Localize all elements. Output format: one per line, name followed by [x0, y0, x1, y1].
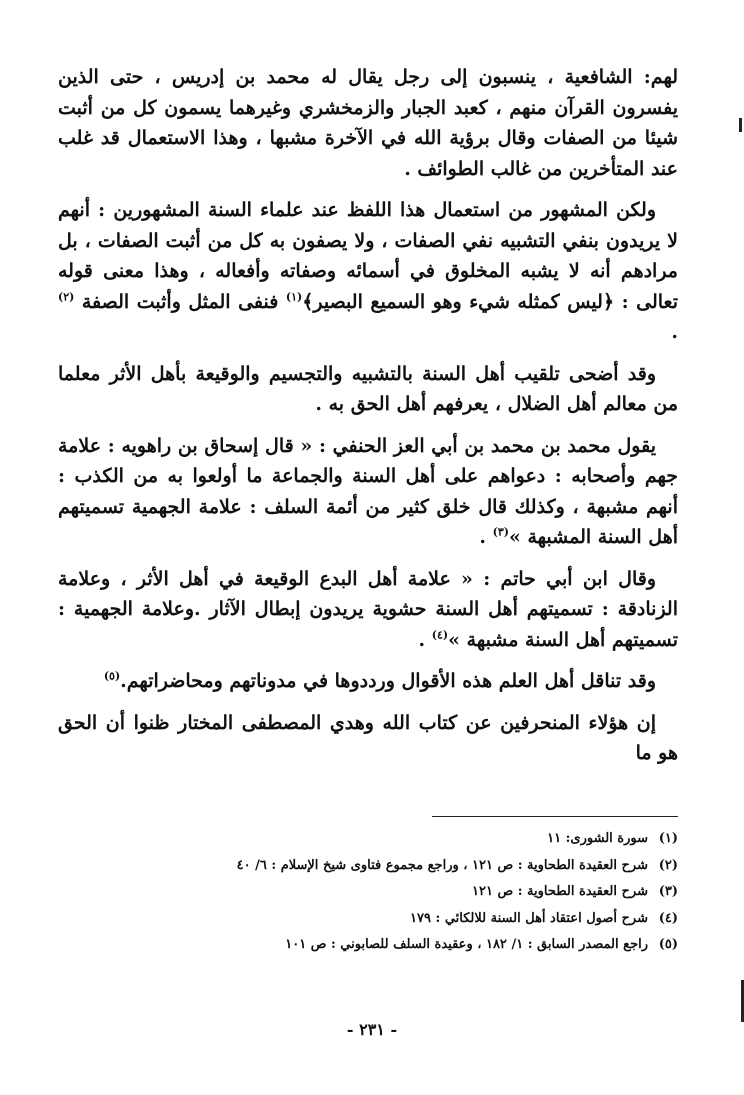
- footnote-4: [120, 906, 678, 933]
- paragraph-5-end: .: [418, 628, 432, 651]
- page-number: - ٢٣١ -: [346, 1020, 398, 1039]
- footnote-number: (٢): [658, 857, 678, 873]
- paragraph-4-end: .: [479, 526, 493, 548]
- footnote-ref-3: (٣): [492, 525, 509, 539]
- paragraph-5: [58, 564, 678, 656]
- footnote-number: (١): [658, 831, 678, 846]
- paragraph-5-text: وقال ابن أبي حاتم : « علامة أهل البدع الوقيعة في أهل الأثر ، وعلامة الزنادقة : تسميتهم أهل السنة حشوية يريدون إبطال الآثار .وعلامة الجهمية : تسميتهم أهل السنة مشبهة »: [58, 567, 678, 651]
- footnote-text: شرح العقيدة الطحاوية : ص ١٢١ ، وراجع مجموع فتاوى شيخ الإسلام : ٦/ ٤٠: [236, 857, 648, 873]
- footnote-ref-1: (١): [285, 290, 303, 304]
- footnote-separator: [432, 816, 678, 817]
- footnote-ref-2: (٢): [58, 290, 75, 304]
- paragraph-7-text: إن هؤلاء المنحرفين عن كتاب الله وهدي المصطفى المختار ظنوا أن الحق هو ما: [58, 711, 678, 764]
- footnotes: [120, 826, 678, 959]
- paragraph-6-text: وقد تناقل أهل العلم هذه الأقوال ورددوها في مدوناتهم ومحاضراتهم.: [120, 670, 656, 692]
- paragraph-2-text: ولكن المشهور من استعمال هذا اللفظ عند علماء السنة المشهورين : أنهم لا يريدون بنفي التشبيه نفي الصفات ، ولا يصفون به كل من أثبت الصفات ، بل مرادهم أنه لا يشبه المخلوق في أسمائه وصفاته وأفعاله ، وهذا معنى قوله تعالى : ﴿ليس كمثله شيء وهو السميع البصير﴾: [58, 199, 678, 313]
- footnote-ref-4: (٤): [431, 628, 449, 642]
- paragraph-4-text: يقول محمد بن محمد بن أبي العز الحنفي : « قال إسحاق بن راهويه : علامة جهم وأصحابه : دعواهم على أهل السنة والجماعة ما أولعوا به من الكذب : أنهم مشبهة ، وكذلك قال خلق كثير من أئمة السلف : علامة الجهمية تسميتهم أهل السنة المشبهة »: [58, 434, 678, 548]
- paragraph-1: [58, 62, 678, 184]
- paragraph-3-text: وقد أضحى تلقيب أهل السنة بالتشبيه والتجسيم والوقيعة بأهل الأثر معلما من معالم أهل الضلال ، يعرفهم أهل الحق به .: [58, 362, 678, 415]
- paragraph-7: [58, 708, 678, 769]
- paragraph-2-tail: فنفى المثل وأثبت الصفة: [74, 290, 286, 313]
- paragraph-2: [58, 195, 678, 348]
- footnote-number: (٥): [658, 937, 678, 952]
- footnote-text: شرح العقيدة الطحاوية : ص ١٢١: [472, 884, 648, 899]
- paragraph-3: [58, 359, 678, 420]
- paragraph-2-end: .: [671, 321, 678, 343]
- footnote-number: (٤): [658, 910, 678, 926]
- paragraph-4: [58, 431, 678, 553]
- footnote-1: [120, 826, 678, 853]
- footnote-text: سورة الشورى: ١١: [547, 831, 648, 846]
- paragraph-6: [58, 666, 678, 697]
- footnote-number: (٣): [658, 884, 678, 899]
- footnote-3: [120, 879, 678, 906]
- footnote-text: راجع المصدر السابق : ١/ ١٨٢ ، وعقيدة السلف للصابوني : ص ١٠١: [285, 937, 648, 952]
- footnote-ref-5: (٥): [103, 669, 121, 683]
- main-text: [58, 62, 678, 780]
- footnote-2: [120, 853, 678, 880]
- paragraph-1-text: لهم: الشافعية ، ينسبون إلى رجل يقال له محمد بن إدريس ، حتى الذين يفسرون القرآن منهم ، كعبد الجبار والزمخشري وغيرهما يسمون كل من أثبت شيئا من الصفات وقال برؤية الله في الآخرة مشبها ، وهذا الاستعمال قد غلب عند المتأخرين من غالب الطوائف .: [58, 66, 678, 180]
- footnote-text: شرح أصول اعتقاد أهل السنة للالكائي : ١٧٩: [410, 910, 648, 926]
- footnote-5: [120, 932, 678, 959]
- scan-edge-mark: [739, 118, 742, 132]
